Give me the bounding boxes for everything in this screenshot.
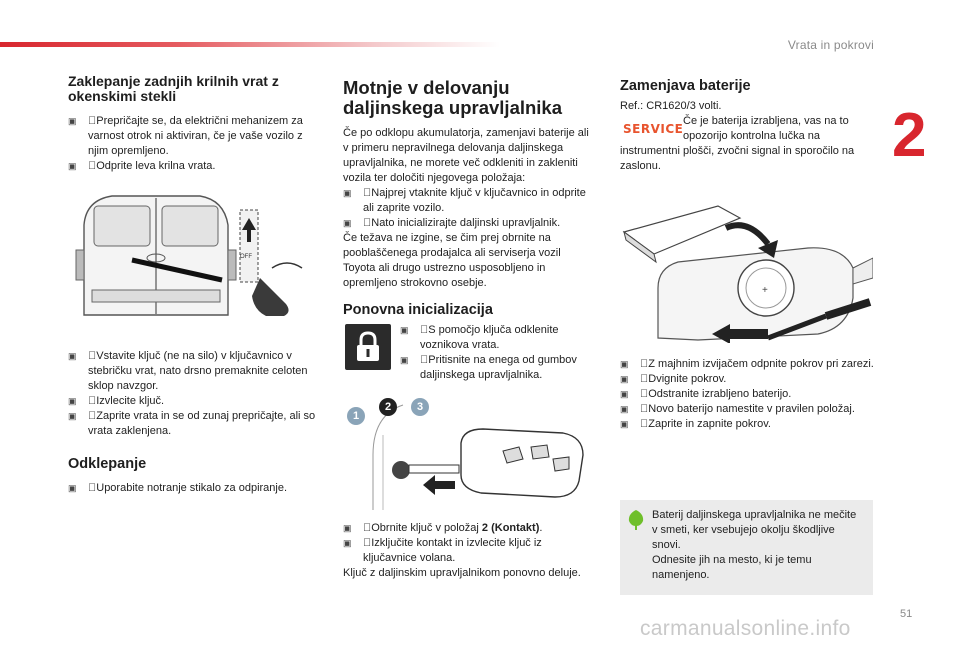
title-battery-replacement: Zamenjava baterije xyxy=(620,78,751,94)
service-icon: SERVICE xyxy=(623,122,684,136)
bullet-mark: ▣ xyxy=(620,389,629,399)
bullet-mark: ▣ xyxy=(68,411,77,421)
list-item: ▣ S pomočjo ključa odklenite voznikova vrata. xyxy=(400,324,559,351)
bullet-mark: ▣ xyxy=(620,419,629,429)
list-item: ▣ Nato inicializirajte daljinski upravljalnik. xyxy=(343,217,561,229)
off-label: OFF xyxy=(240,254,252,260)
bullet-mark: ▣ xyxy=(400,355,409,365)
lock-icon xyxy=(345,324,391,370)
step-1-badge: 1 xyxy=(347,407,365,425)
bullet-mark: ▣ xyxy=(68,116,77,126)
step-3-badge: 3 xyxy=(411,398,429,416)
leaf-icon xyxy=(627,509,645,531)
bullet-mark: ▣ xyxy=(68,351,77,361)
list-item: ▣ Najprej vtaknite ključ v ključavnico in odprite ali zaprite vozilo. xyxy=(343,187,586,214)
bullet-mark: ▣ xyxy=(68,161,77,171)
list-item: ▣ Uporabite notranje stikalo za odpiranje. xyxy=(68,482,288,494)
title-rear-door-locking: Zaklepanje zadnjih krilnih vrat z okenskimi stekli xyxy=(68,73,279,104)
list-item: ▣ Z majhnim izvijačem odpnite pokrov pri zarezi. xyxy=(620,358,874,370)
bullet-mark: ▣ xyxy=(620,404,629,414)
list-item: ▣ Izključite kontakt in izvlecite ključ iz ključavnice volana. xyxy=(343,537,542,564)
service-text-inline: Če je baterija izrabljena, vas na to opozorijo kontrolna lučka na xyxy=(683,115,849,142)
svg-text:+: + xyxy=(762,285,768,296)
bullet-mark: ▣ xyxy=(620,374,629,384)
list-door-locking-a xyxy=(68,114,320,174)
column-remote-malfunction xyxy=(343,78,593,291)
list-item: ▣ Pritisnite na enega od gumbov daljinskega upravljalnika. xyxy=(400,354,577,381)
bullet-mark: ▣ xyxy=(400,325,409,335)
list-ignition xyxy=(343,521,593,581)
eco-text-1: Baterij daljinskega upravljalnika ne mečite v smeti, ker vsebujejo okolju škodljive snovi. xyxy=(652,509,857,551)
section-reinit xyxy=(343,302,593,318)
battery-ref: Ref.: CR1620/3 volti. xyxy=(620,100,722,112)
step-2-badge: 2 xyxy=(379,398,397,416)
bullet-mark: ▣ xyxy=(343,218,352,228)
final-text: Ključ z daljinskim upravljalnikom ponovno deluje. xyxy=(343,567,581,579)
title-remote-malfunction: Motnje v delovanju daljinskega upravljalnika xyxy=(343,77,563,118)
key-battery-illustration xyxy=(618,188,873,343)
column-door-locking xyxy=(68,74,320,174)
bullet-mark: ▣ xyxy=(343,188,352,198)
service-text-rest: instrumentni plošči, zvočni signal in sporočilo na zaslonu. xyxy=(620,145,855,172)
list-item: ▣ Odstranite izrabljeno baterijo. xyxy=(620,388,792,400)
eco-notice xyxy=(620,500,873,595)
list-item: ▣ Obrnite ključ v položaj 2 (Kontakt). xyxy=(343,522,543,534)
list-item: ▣ Zaprite vrata in se od zunaj prepričajte, ali so vrata zaklenjena. xyxy=(68,410,316,437)
bullet-mark: ▣ xyxy=(343,523,352,533)
list-item: ▣ Vstavite ključ (ne na silo) v ključavnico v stebričku vrat, nato drsno premaknite celoten sklop navzgor. xyxy=(68,350,308,392)
bullet-mark: ▣ xyxy=(68,483,77,493)
bullet-mark: ▣ xyxy=(68,396,77,406)
list-item: ▣ Izvlecite ključ. xyxy=(68,395,165,407)
list-item: ▣ Odprite leva krilna vrata. xyxy=(68,160,216,172)
list-reinit xyxy=(400,323,592,383)
column-battery-replacement xyxy=(620,78,875,114)
bullet-mark: ▣ xyxy=(620,359,629,369)
bullet-mark: ▣ xyxy=(343,538,352,548)
list-item: ▣ Dvignite pokrov. xyxy=(620,373,727,385)
title-reinit: Ponovna inicializacija xyxy=(343,302,493,318)
van-rear-illustration xyxy=(72,190,312,320)
watermark: carmanualsonline.info xyxy=(640,617,851,640)
section-unlocking xyxy=(68,456,320,496)
page-number: 51 xyxy=(900,608,913,620)
list-door-locking-b xyxy=(68,349,320,439)
title-unlocking: Odklepanje xyxy=(68,456,147,472)
list-item: ▣ Zaprite in zapnite pokrov. xyxy=(620,418,771,430)
outro-text: Če težava ne izgine, se čim prej obrnite na pooblaščenega prodajalca ali serviserja vozil Toyota ali drugo ustrezno usposobljeno in opremljeno strokovno osebje. xyxy=(343,232,561,289)
list-item: ▣ Prepričajte se, da električni mehanizem za varnost otrok ni aktiviran, če je vaše vozilo z njim opremljeno. xyxy=(68,115,303,157)
section-title: Vrata in pokrovi xyxy=(787,38,874,52)
chapter-number: 2 xyxy=(892,101,927,170)
list-battery-steps xyxy=(620,357,875,432)
eco-text-2: Odnesite jih na mesto, ki je temu namenjeno. xyxy=(652,554,812,581)
list-item: ▣ Novo baterijo namestite v pravilen položaj. xyxy=(620,403,855,415)
intro-text: Če po odklopu akumulatorja, zamenjavi baterije ali v primeru nepravilnega delovanja daljinskega upravljalnika, ne morete več odkleniti in zakleniti vozila ter določiti njegovega položaja: xyxy=(343,127,589,184)
header-accent-bar xyxy=(0,42,500,47)
